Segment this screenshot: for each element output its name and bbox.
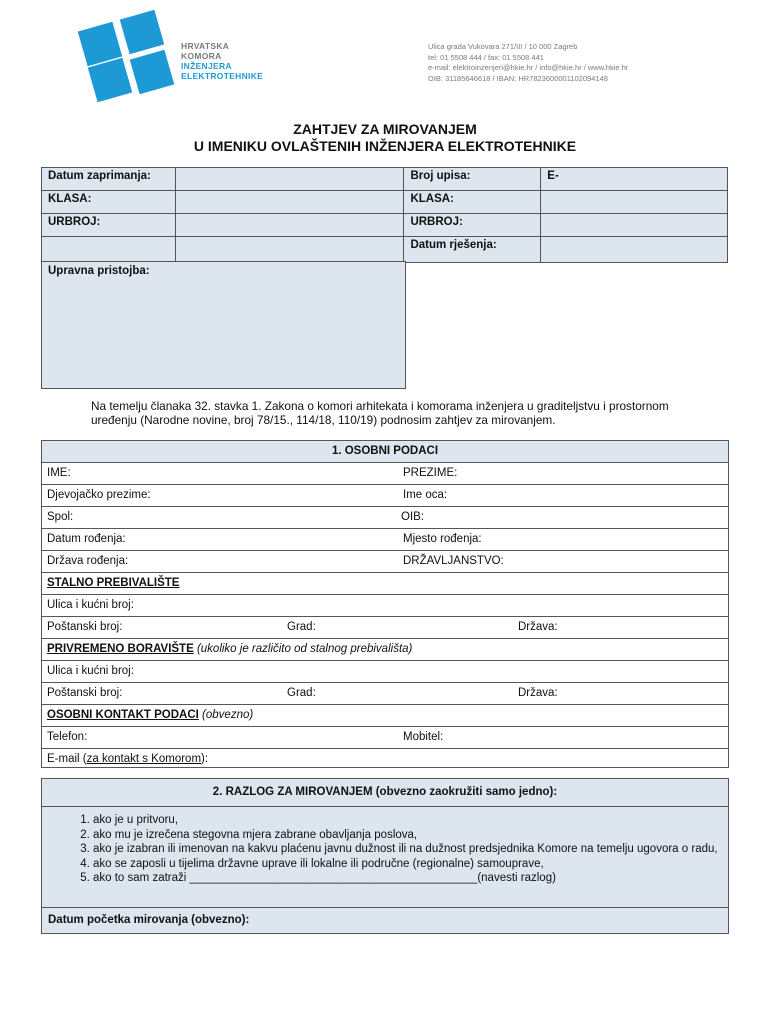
row-datum-rodenja[interactable] [42,529,728,551]
privremeno-title: PRIVREMENO BORAVIŠTE [47,643,194,655]
mobitel-label: Mobitel: [403,731,444,743]
org-line: ELEKTROTEHNIKE [181,71,264,81]
kontakt-note: (obvezno) [202,709,254,721]
datum-rodenja-label: Datum rođenja: [47,533,126,545]
privremeno-boraviste-heading [47,643,412,655]
datum-rjesenja-field[interactable] [541,237,728,263]
org-address-block [428,42,628,84]
klasa-label: KLASA: [42,191,176,214]
prezime-label: PREZIME: [403,467,458,479]
contact-tel: tel: 01 5508 444 / fax: 01 5508 441 [428,52,544,62]
org-line: HRVATSKA [181,41,230,51]
grad-label: Grad: [287,621,316,633]
drzava-label: Država: [518,621,558,633]
row-privremeno-heading [42,639,728,661]
razlog-option[interactable]: 5. ako to sam zatraži _____________________________________________(navesti razlog) [93,871,728,886]
oib-label: OIB: [401,511,425,523]
row-stalno-heading [42,573,728,595]
section-osobni-podaci [41,440,729,768]
row-ime[interactable] [42,463,728,485]
contact-oib: OIB: 31185646618 / IBAN: HR7823600001102094148 [428,73,608,83]
datum-zaprimanja-field[interactable] [175,168,404,191]
section2-title: 2. RAZLOG ZA MIROVANJEM (obvezno zaokružiti samo jedno): [42,779,728,807]
empty-field[interactable] [175,237,404,263]
razlog-option[interactable]: 1. ako je u pritvoru, [93,813,728,828]
razlog-list [42,813,728,886]
drzavljanstvo-label: DRŽAVLJANSTVO: [403,555,504,567]
intro-paragraph: Na temelju članaka 32. stavka 1. Zakona o komori arhitekata i komorama inženjera u graditeljstvu i prostornom uređenju (Narodne novine, broj 78/15., 114/18, 110/19) podnosim zahtjev za mirovanjem. [91,399,669,427]
kontakt-title: OSOBNI KONTAKT PODACI [47,709,199,721]
row-ulica-2[interactable] [42,661,728,683]
hkie-logo [78,12,176,104]
ime-oca-label: Ime oca: [403,489,448,501]
upravna-pristojba-label: Upravna pristojba: [48,265,150,277]
row-postanski-2[interactable] [42,683,728,705]
section1-title: 1. OSOBNI PODACI [42,441,728,463]
postanski-label: Poštanski broj: [47,687,123,699]
djevojacko-label: Djevojačko prezime: [47,489,151,501]
email-link: za kontakt s Komorom [86,753,202,765]
broj-upisa-label: Broj upisa: [404,168,541,191]
form-title-line1: ZAHTJEV ZA MIROVANJEM [293,121,477,137]
klasa-label-right: KLASA: [404,191,541,214]
ulica-label: Ulica i kućni broj: [47,665,134,677]
urbroj-label: URBROJ: [42,214,176,237]
drzava-rodenja-label: Država rođenja: [47,555,129,567]
urbroj-field[interactable] [175,214,404,237]
telefon-label: Telefon: [47,731,88,743]
empty-cell [42,237,176,263]
org-name [181,41,263,81]
email-suffix: ): [201,753,209,765]
datum-pocetka-mirovanja-field[interactable]: Datum početka mirovanja (obvezno): [42,907,728,933]
razlog-option[interactable]: 4. ako se zaposli u tijelima državne uprave ili lokalne ili područne (regionalne) samouprave, [93,857,728,872]
ime-label: IME: [47,467,71,479]
razlog-option[interactable]: 2. ako mu je izrečena stegovna mjera zabrane obavljanja poslova, [93,828,728,843]
section-razlog [41,778,729,934]
privremeno-note: (ukoliko je različito od stalnog prebivališta) [196,643,413,655]
kontakt-heading [47,709,253,721]
row-djevojacko[interactable] [42,485,728,507]
postanski-label: Poštanski broj: [47,621,123,633]
row-postanski-1[interactable] [42,617,728,639]
broj-upisa-field[interactable]: E- [541,168,728,191]
klasa-field[interactable] [175,191,404,214]
mjesto-rodenja-label: Mjesto rođenja: [403,533,482,545]
email-label [47,753,208,765]
address: Ulica grada Vukovara 271/III / 10 000 Zagreb [428,42,578,51]
stalno-prebivaliste-heading: STALNO PREBIVALIŠTE [47,577,180,589]
row-ulica-1[interactable] [42,595,728,617]
org-line: KOMORA [181,51,222,61]
urbroj-label-right: URBROJ: [404,214,541,237]
admin-table [41,167,728,263]
datum-rjesenja-label: Datum rješenja: [404,237,541,263]
row-email[interactable] [42,749,728,770]
row-telefon[interactable] [42,727,728,749]
razlog-option[interactable]: 3. ako je izabran ili imenovan na kakvu plaćenu javnu dužnost ili na dužnost predsjednika Komore na temelju ugovora o radu, [93,842,728,857]
spol-label: Spol: [47,511,74,523]
email-prefix: E-mail ( [47,753,87,765]
row-kontakt-heading [42,705,728,727]
grad-label: Grad: [287,687,316,699]
ulica-label: Ulica i kućni broj: [47,599,134,611]
row-spol[interactable] [42,507,728,529]
drzava-label: Država: [518,687,558,699]
klasa-field-right[interactable] [541,191,728,214]
form-title-line2: U IMENIKU OVLAŠTENIH INŽENJERA ELEKTROTEHNIKE [193,138,577,154]
contact-email: e-mail: elektroinzenjeri@hkie.hr / info@hkie.hr / www.hkie.hr [428,63,629,72]
urbroj-field-right[interactable] [541,214,728,237]
upravna-pristojba-box[interactable] [41,261,406,389]
row-drzava-rodenja[interactable] [42,551,728,573]
org-line: INŽENJERA [181,61,232,71]
datum-zaprimanja-label: Datum zaprimanja: [42,168,176,191]
